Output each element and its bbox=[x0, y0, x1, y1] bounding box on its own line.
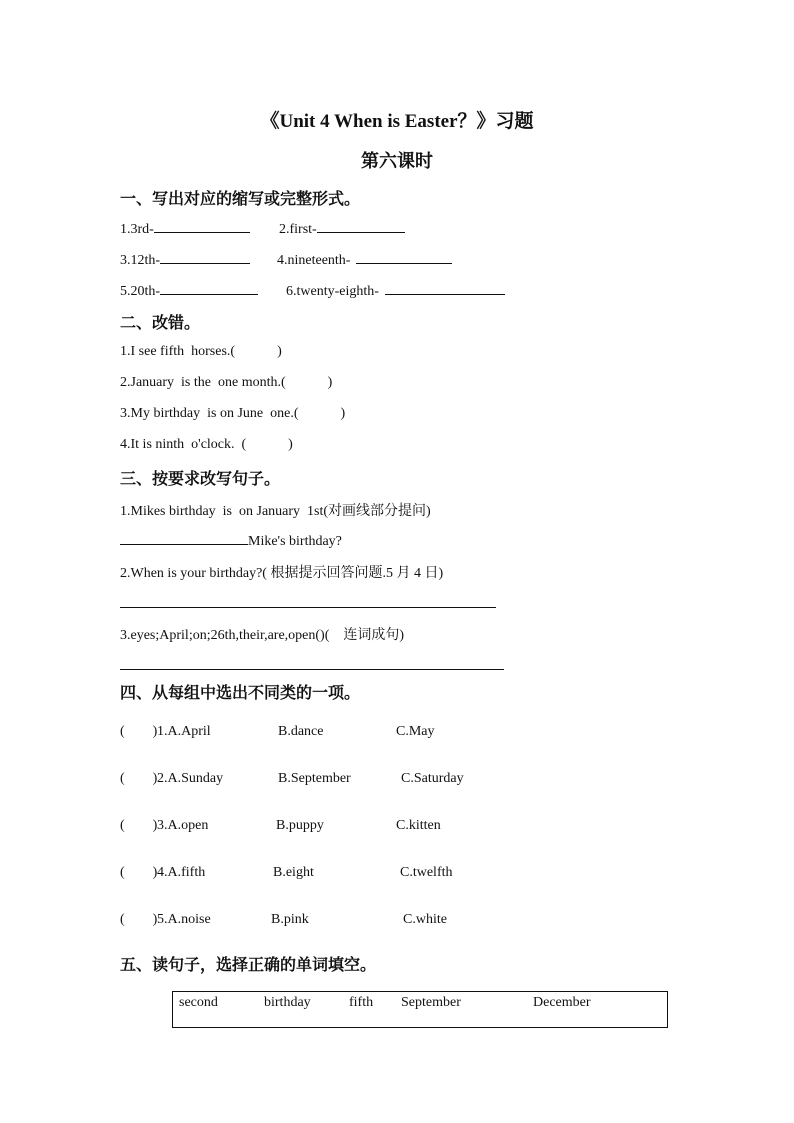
word-bank-item: September bbox=[401, 995, 461, 1010]
s1-item-2-label: 2.first- bbox=[279, 222, 317, 237]
s2-item-3: 3.My birthday is on June one.( ) bbox=[120, 406, 346, 421]
s4-row-3-b: B.puppy bbox=[276, 818, 324, 833]
section3-heading: 三、按要求改写句子。 bbox=[120, 469, 281, 488]
s4-row-4-a: 4.A.fifth bbox=[157, 865, 206, 880]
word-bank-item: birthday bbox=[264, 995, 311, 1010]
s3-question-2: 2.When is your birthday?( 根据提示回答问题.5 月 4 日) bbox=[120, 566, 444, 581]
word-bank-box bbox=[172, 991, 668, 1028]
answer-blank[interactable] bbox=[160, 250, 250, 264]
answer-blank[interactable] bbox=[385, 281, 505, 295]
s4-row-1-bracket[interactable]: ( ) bbox=[120, 724, 158, 739]
s1-item-6 bbox=[286, 281, 505, 300]
section2-heading: 二、改错。 bbox=[120, 313, 201, 332]
word-bank-item: December bbox=[533, 995, 591, 1010]
section4-heading: 四、从每组中选出不同类的一项。 bbox=[120, 683, 361, 702]
s1-item-2 bbox=[279, 219, 405, 238]
answer-blank[interactable] bbox=[317, 219, 405, 233]
s1-item-1 bbox=[120, 219, 250, 238]
s4-row-2-a: 2.A.Sunday bbox=[157, 771, 224, 786]
s4-row-5-bracket[interactable]: ( ) bbox=[120, 912, 158, 927]
section5-heading: 五、读句子，选择正确的单词填空。 bbox=[120, 955, 377, 974]
s3-question-3: 3.eyes;April;on;26th,their,are,open()( 连词成句) bbox=[120, 628, 405, 643]
s4-row-5-c: C.white bbox=[403, 912, 447, 927]
s1-item-3-label: 3.12th- bbox=[120, 253, 161, 268]
s4-row-3-a: 3.A.open bbox=[157, 818, 209, 833]
s3-question-1: 1.Mikes birthday is on January 1st(对画线部分提问) bbox=[120, 504, 431, 519]
s1-item-5 bbox=[120, 281, 258, 300]
answer-line[interactable] bbox=[120, 669, 504, 670]
answer-blank[interactable] bbox=[154, 219, 250, 233]
s4-row-2-b: B.September bbox=[278, 771, 351, 786]
s4-row-3-bracket[interactable]: ( ) bbox=[120, 818, 158, 833]
word-bank-item: fifth bbox=[349, 995, 374, 1010]
s4-row-4-c: C.twelfth bbox=[400, 865, 453, 880]
s1-item-3 bbox=[120, 250, 250, 269]
answer-blank[interactable] bbox=[356, 250, 452, 264]
page-subtitle: 第六课时 bbox=[361, 151, 433, 172]
s1-item-1-label: 1.3rd- bbox=[120, 222, 154, 237]
s4-row-3-c: C.kitten bbox=[396, 818, 441, 833]
word-bank-item: second bbox=[179, 995, 218, 1010]
s1-item-4 bbox=[277, 250, 452, 269]
section1-heading: 一、写出对应的缩写或完整形式。 bbox=[120, 189, 361, 208]
s4-row-5-a: 5.A.noise bbox=[157, 912, 211, 927]
s4-row-1-a: 1.A.April bbox=[157, 724, 211, 739]
answer-blank[interactable] bbox=[120, 531, 248, 545]
s3-answer-1-suffix: Mike's birthday? bbox=[248, 534, 342, 549]
s4-row-2-c: C.Saturday bbox=[401, 771, 464, 786]
s2-item-1: 1.I see fifth horses.( ) bbox=[120, 344, 282, 359]
s4-row-5-b: B.pink bbox=[271, 912, 309, 927]
s4-row-1-b: B.dance bbox=[278, 724, 324, 739]
s4-row-1-c: C.May bbox=[396, 724, 435, 739]
s4-row-2-bracket[interactable]: ( ) bbox=[120, 771, 158, 786]
s3-answer-1 bbox=[120, 531, 342, 550]
answer-blank[interactable] bbox=[160, 281, 258, 295]
s2-item-2: 2.January is the one month.( ) bbox=[120, 375, 333, 390]
s2-item-4: 4.It is ninth o'clock. ( ) bbox=[120, 437, 293, 452]
answer-line[interactable] bbox=[120, 607, 496, 608]
page-title: 《Unit 4 When is Easter？》习题 bbox=[260, 111, 534, 132]
s1-item-5-label: 5.20th- bbox=[120, 284, 161, 299]
s4-row-4-bracket[interactable]: ( ) bbox=[120, 865, 158, 880]
s4-row-4-b: B.eight bbox=[273, 865, 314, 880]
s1-item-4-label: 4.nineteenth- bbox=[277, 253, 351, 268]
s1-item-6-label: 6.twenty-eighth- bbox=[286, 284, 379, 299]
